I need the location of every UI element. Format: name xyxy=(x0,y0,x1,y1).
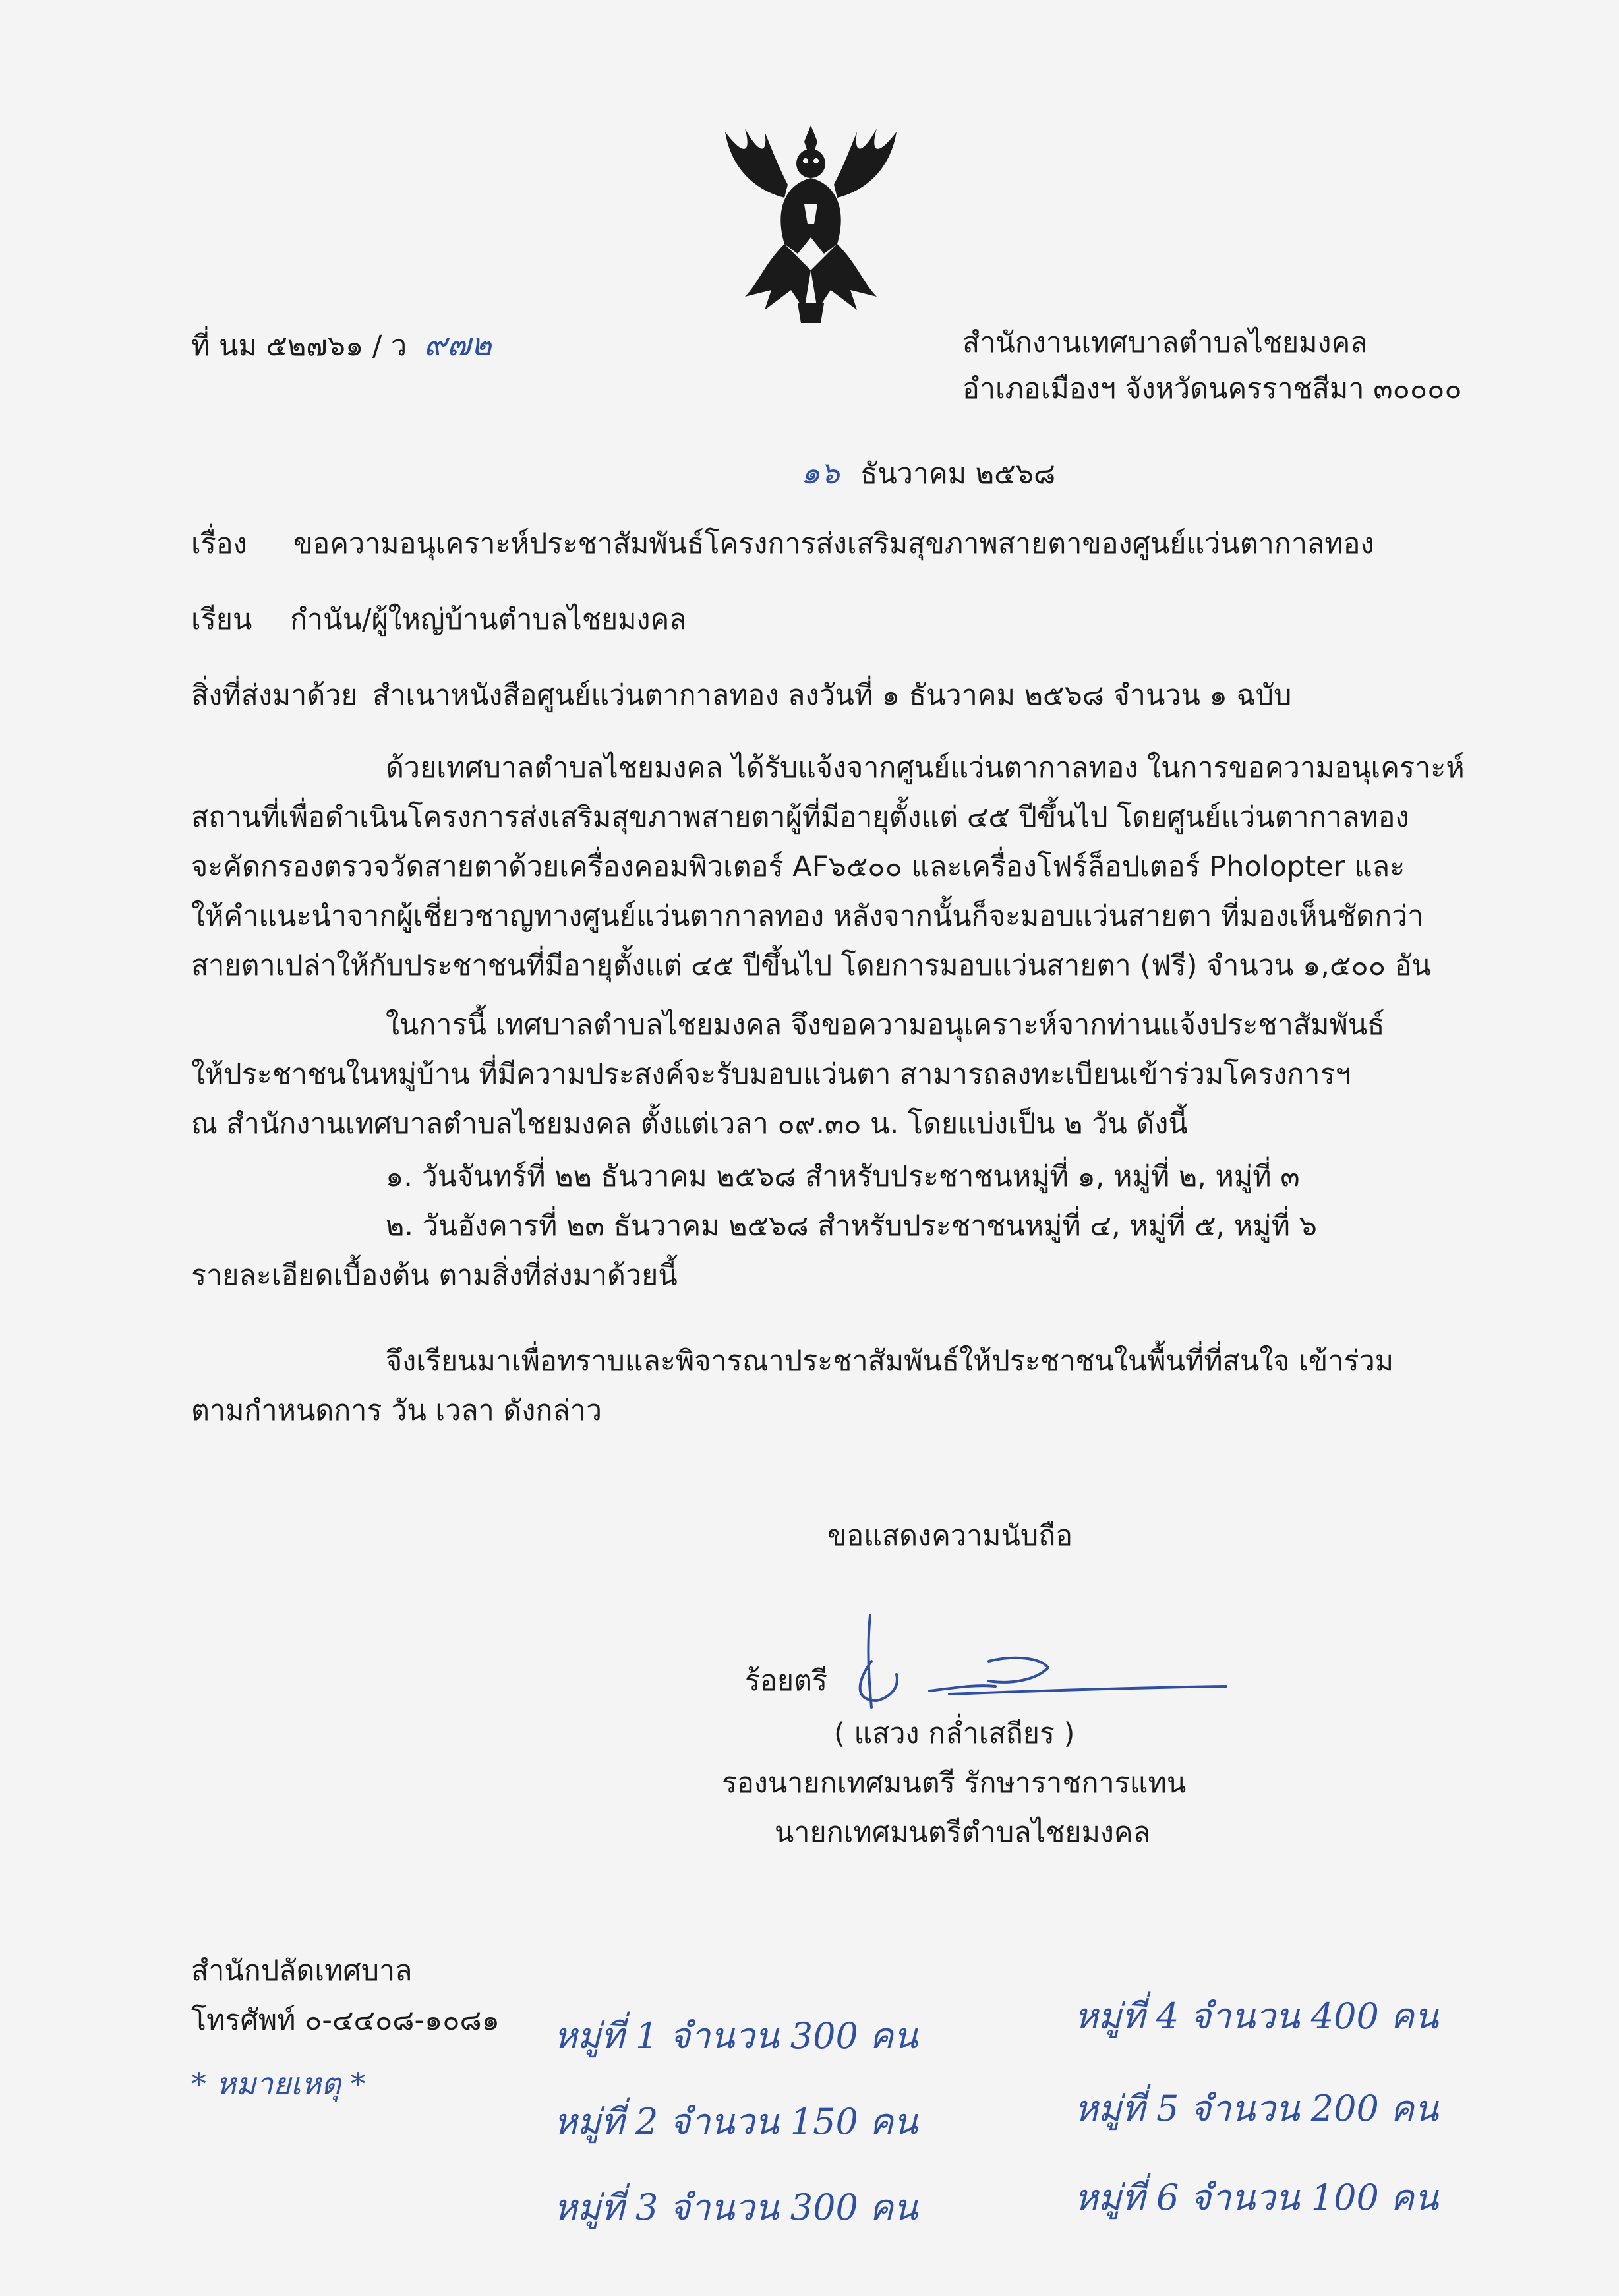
handwritten-village-count: หมู่ที่ 1 จำนวน 300 คน xyxy=(554,2015,918,2057)
date-month-year: ธันวาคม ๒๕๖๘ xyxy=(860,457,1056,490)
para3-line: ตามกำหนดการ วัน เวลา ดังกล่าว xyxy=(191,1394,603,1427)
schedule-item: ๑. วันจันทร์ที่ ๒๒ ธันวาคม ๒๕๖๘ สำหรับประชาชนหมู่ที่ ๑, หมู่ที่ ๒, หมู่ที่ ๓ xyxy=(386,1160,1300,1193)
to-text: กำนัน/ผู้ใหญ่บ้านตำบลไชยมงคล xyxy=(290,603,687,636)
schedule-item: ๒. วันอังคารที่ ๒๓ ธันวาคม ๒๕๖๘ สำหรับประชาชนหมู่ที่ ๔, หมู่ที่ ๕, หมู่ที่ ๖ xyxy=(386,1210,1317,1243)
para1-line: ด้วยเทศบาลตำบลไชยมงคล ได้รับแจ้งจากศูนย์แว่นตากาลทอง ในการขอความอนุเคราะห์ xyxy=(386,751,1465,784)
to-label: เรียน xyxy=(191,603,252,636)
reference-handwritten: ๙๗๒ xyxy=(423,326,492,363)
office-name: สำนักงานเทศบาลตำบลไชยมงคล xyxy=(962,326,1368,359)
para2-line: ในการนี้ เทศบาลตำบลไชยมงคล จึงขอความอนุเคราะห์จากท่านแจ้งประชาสัมพันธ์ xyxy=(386,1009,1385,1042)
subject-label: เรื่อง xyxy=(191,527,247,560)
date-day-handwritten: ๑๖ xyxy=(801,455,840,490)
para3-line: จึงเรียนมาเพื่อทราบและพิจารณาประชาสัมพันธ์ให้ประชาชนในพื้นที่ที่สนใจ เข้าร่วม xyxy=(386,1345,1394,1378)
para1-line: ให้คำแนะนำจากผู้เชี่ยวชาญทางศูนย์แว่นตากาลทอง หลังจากนั้นก็จะมอบแว่นสายตา ที่มองเห็นชัดกว่า xyxy=(191,900,1424,933)
enclosure-label: สิ่งที่ส่งมาด้วย xyxy=(191,679,358,712)
para2-line: ให้ประชาชนในหมู่บ้าน ที่มีความประสงค์จะรับมอบแว่นตา สามารถลงทะเบียนเข้าร่วมโครงการฯ xyxy=(191,1058,1351,1091)
signer-position: นายกเทศมนตรีตำบลไชยมงคล xyxy=(775,1816,1151,1849)
para1-line: สถานที่เพื่อดำเนินโครงการส่งเสริมสุขภาพสายตาผู้ที่มีอายุตั้งแต่ ๔๕ ปีขึ้นไป โดยศูนย์แว่นตากาลทอง xyxy=(191,801,1409,834)
footer-department: สำนักปลัดเทศบาล xyxy=(191,1955,413,1987)
handwritten-village-count: หมู่ที่ 6 จำนวน 100 คน xyxy=(1074,2177,1439,2218)
office-address: อำเภอเมืองฯ จังหวัดนครราชสีมา ๓๐๐๐๐ xyxy=(962,372,1462,405)
handwritten-village-count: หมู่ที่ 5 จำนวน 200 คน xyxy=(1074,2088,1439,2129)
para2-line: ณ สำนักงานเทศบาลตำบลไชยมงคล ตั้งแต่เวลา ๐๙.๓๐ น. โดยแบ่งเป็น ๒ วัน ดังนี้ xyxy=(191,1107,1188,1140)
para1-line: จะคัดกรองตรวจวัดสายตาด้วยเครื่องคอมพิวเตอร์ AF๖๕๐๐ และเครื่องโฟร์ล็อปเตอร์ Pholopter และ xyxy=(191,850,1405,883)
handwritten-note-label: * หมายเหตุ * xyxy=(191,2066,366,2102)
reference-number: ที่ นม ๕๒๗๖๑ / ว xyxy=(191,330,407,363)
signature-icon xyxy=(837,1608,1246,1721)
para1-line: สายตาเปล่าให้กับประชาชนที่มีอายุตั้งแต่ ๔๕ ปีขึ้นไป โดยการมอบแว่นสายตา (ฟรี) จำนวน ๑,๕๐๐ อัน xyxy=(191,949,1431,982)
garuda-emblem-icon xyxy=(705,112,916,330)
signer-rank: ร้อยตรี xyxy=(745,1664,828,1697)
subject-text: ขอความอนุเคราะห์ประชาสัมพันธ์โครงการส่งเสริมสุขภาพสายตาของศูนย์แว่นตากาลทอง xyxy=(293,527,1374,560)
handwritten-village-count: หมู่ที่ 3 จำนวน 300 คน xyxy=(554,2187,918,2228)
handwritten-village-count: หมู่ที่ 4 จำนวน 400 คน xyxy=(1074,1995,1439,2037)
details-line: รายละเอียดเบื้องต้น ตามสิ่งที่ส่งมาด้วยนี้ xyxy=(191,1259,678,1292)
footer-phone: โทรศัพท์ ๐-๔๔๐๘-๑๐๘๑ xyxy=(191,2004,500,2037)
closing-regards: ขอแสดงความนับถือ xyxy=(827,1519,1073,1552)
signer-name: ( แสวง กล่ำเสถียร ) xyxy=(834,1717,1075,1750)
handwritten-village-count: หมู่ที่ 2 จำนวน 150 คน xyxy=(554,2101,918,2142)
signer-position: รองนายกเทศมนตรี รักษาราชการแทน xyxy=(722,1767,1187,1800)
enclosure-text: สำเนาหนังสือศูนย์แว่นตากาลทอง ลงวันที่ ๑ ธันวาคม ๒๕๖๘ จำนวน ๑ ฉบับ xyxy=(372,679,1292,712)
